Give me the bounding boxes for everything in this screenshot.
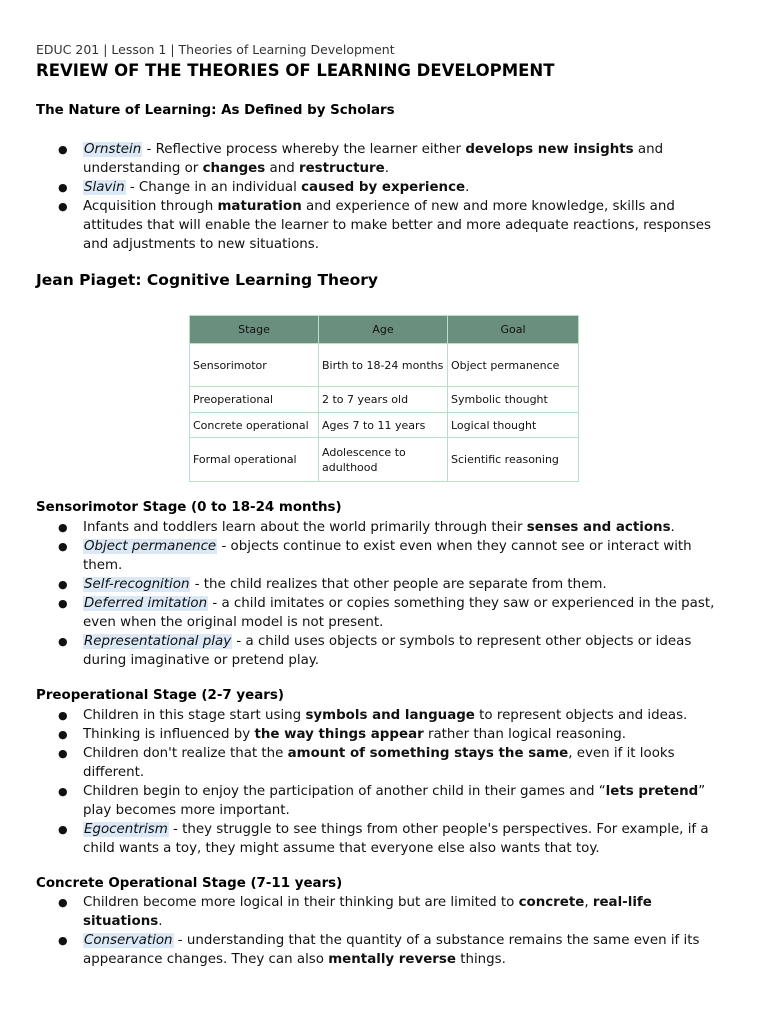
bold-text: real-life situations — [83, 895, 652, 929]
text: Acquisition through — [83, 199, 218, 214]
table-cell: Birth to 18-24 months — [319, 344, 448, 387]
list-item — [0, 820, 768, 858]
text: and — [265, 161, 299, 176]
list-item — [0, 594, 768, 632]
bold-text: changes — [202, 161, 266, 176]
text: Children don't realize that the — [83, 746, 288, 761]
text: ” play becomes more important. — [83, 784, 706, 818]
bold-text: lets pretend — [605, 784, 699, 799]
table-cell: Logical thought — [448, 413, 579, 438]
text: , — [584, 895, 593, 910]
text: Infants and toddlers learn about the world primarily through their — [83, 520, 527, 535]
list-item — [0, 744, 768, 782]
text: - a child uses objects or symbols to represent other objects or ideas during imaginative or pretend play. — [83, 634, 692, 668]
table-cell: Preoperational — [190, 387, 319, 413]
text: and understanding or — [83, 142, 664, 176]
table-cell: Symbolic thought — [448, 387, 579, 413]
list-item — [0, 197, 768, 254]
highlighted-term: Egocentrism — [84, 822, 168, 837]
text: , even if it looks different. — [83, 746, 675, 780]
highlighted-term: Conservation — [84, 933, 173, 948]
table-cell: Ages 7 to 11 years — [319, 413, 448, 438]
text: . — [465, 180, 470, 195]
nature-list — [0, 140, 768, 254]
preoperational-heading: Preoperational Stage (2-7 years) — [36, 688, 284, 703]
text: Thinking is influenced by — [83, 727, 255, 742]
table-cell: Object permanence — [448, 344, 579, 387]
text: - they struggle to see things from other people's perspectives. For example, if a child wants a toy, they might assume that everyone else also wants that toy. — [83, 822, 709, 856]
bullet-icon: ● — [58, 597, 68, 610]
column-header-age: Age — [319, 316, 448, 344]
bullet-icon: ● — [58, 747, 68, 760]
text: - the child realizes that other people are separate from them. — [190, 577, 607, 592]
sensorimotor-list — [0, 518, 768, 670]
bullet-icon: ● — [58, 540, 68, 553]
sensorimotor-heading: Sensorimotor Stage (0 to 18-24 months) — [36, 500, 342, 515]
bold-text: senses and actions — [526, 520, 671, 535]
text: . — [384, 161, 389, 176]
column-header-goal: Goal — [448, 316, 579, 344]
table-cell: Concrete operational — [190, 413, 319, 438]
text: . — [158, 914, 163, 929]
piaget-heading: Jean Piaget: Cognitive Learning Theory — [36, 271, 378, 289]
concrete-heading: Concrete Operational Stage (7-11 years) — [36, 876, 343, 891]
bold-text: concrete — [518, 895, 585, 910]
bullet-icon: ● — [58, 200, 68, 213]
table-cell: Sensorimotor — [190, 344, 319, 387]
table-cell: 2 to 7 years old — [319, 387, 448, 413]
bullet-icon: ● — [58, 785, 68, 798]
text: - Change in an individual — [125, 180, 302, 195]
bold-text: mentally reverse — [328, 952, 456, 967]
concrete-list — [0, 893, 768, 969]
text: things. — [455, 952, 506, 967]
highlighted-term: Self-recognition — [84, 577, 190, 592]
bold-text: the way things appear — [254, 727, 424, 742]
text: Children in this stage start using — [83, 708, 306, 723]
text: Children become more logical in their thinking but are limited to — [83, 895, 519, 910]
table-row — [190, 387, 579, 413]
preoperational-list — [0, 706, 768, 858]
table-row — [190, 438, 579, 482]
list-item — [0, 725, 768, 744]
text: rather than logical reasoning. — [423, 727, 627, 742]
list-item — [0, 706, 768, 725]
nature-heading: The Nature of Learning: As Defined by Scholars — [36, 103, 395, 118]
text: . — [670, 520, 675, 535]
list-item — [0, 575, 768, 594]
column-header-stage: Stage — [190, 316, 319, 344]
list-item — [0, 178, 768, 197]
text: Children begin to enjoy the participation of another child in their games and “ — [83, 784, 606, 799]
bold-text: amount of something stays the same — [287, 746, 569, 761]
bullet-icon: ● — [58, 635, 68, 648]
text: - Reflective process whereby the learner either — [142, 142, 466, 157]
highlighted-term: Slavin — [84, 180, 125, 195]
bold-text: maturation — [217, 199, 302, 214]
bullet-icon: ● — [58, 896, 68, 909]
text: - objects continue to exist even when they cannot see or interact with them. — [83, 539, 692, 573]
table-header-row — [190, 316, 579, 344]
bullet-icon: ● — [58, 521, 68, 534]
table-cell: Adolescence to adulthood — [319, 438, 448, 482]
highlighted-term: Object permanence — [84, 539, 217, 554]
text: - a child imitates or copies something they saw or experienced in the past, even when the original model is not present. — [83, 596, 715, 630]
page-title: REVIEW OF THE THEORIES OF LEARNING DEVELOPMENT — [36, 61, 555, 80]
course-header: EDUC 201 | Lesson 1 | Theories of Learning Development — [36, 42, 395, 57]
list-item — [0, 632, 768, 670]
highlighted-term: Deferred imitation — [84, 596, 208, 611]
list-item — [0, 893, 768, 931]
table-row — [190, 413, 579, 438]
bullet-icon: ● — [58, 578, 68, 591]
list-item — [0, 140, 768, 178]
table-row — [190, 344, 579, 387]
piaget-stages-table — [189, 315, 579, 482]
text: to represent objects and ideas. — [474, 708, 688, 723]
table-cell: Scientific reasoning — [448, 438, 579, 482]
list-item — [0, 931, 768, 969]
bold-text: symbols and language — [305, 708, 475, 723]
list-item — [0, 782, 768, 820]
bullet-icon: ● — [58, 934, 68, 947]
bold-text: restructure — [298, 161, 385, 176]
bold-text: caused by experience — [301, 180, 466, 195]
table-cell: Formal operational — [190, 438, 319, 482]
bold-text: develops new insights — [465, 142, 634, 157]
bullet-icon: ● — [58, 181, 68, 194]
bullet-icon: ● — [58, 143, 68, 156]
highlighted-term: Ornstein — [84, 142, 142, 157]
list-item — [0, 537, 768, 575]
text: - understanding that the quantity of a substance remains the same even if its appearance changes. They can also — [83, 933, 700, 967]
bullet-icon: ● — [58, 728, 68, 741]
highlighted-term: Representational play — [84, 634, 232, 649]
bullet-icon: ● — [58, 823, 68, 836]
list-item — [0, 518, 768, 537]
bullet-icon: ● — [58, 709, 68, 722]
text: and experience of new and more knowledge, skills and attitudes that will enable the learner to make better and more adequate reactions, responses and adjustments to new situations. — [83, 199, 711, 252]
